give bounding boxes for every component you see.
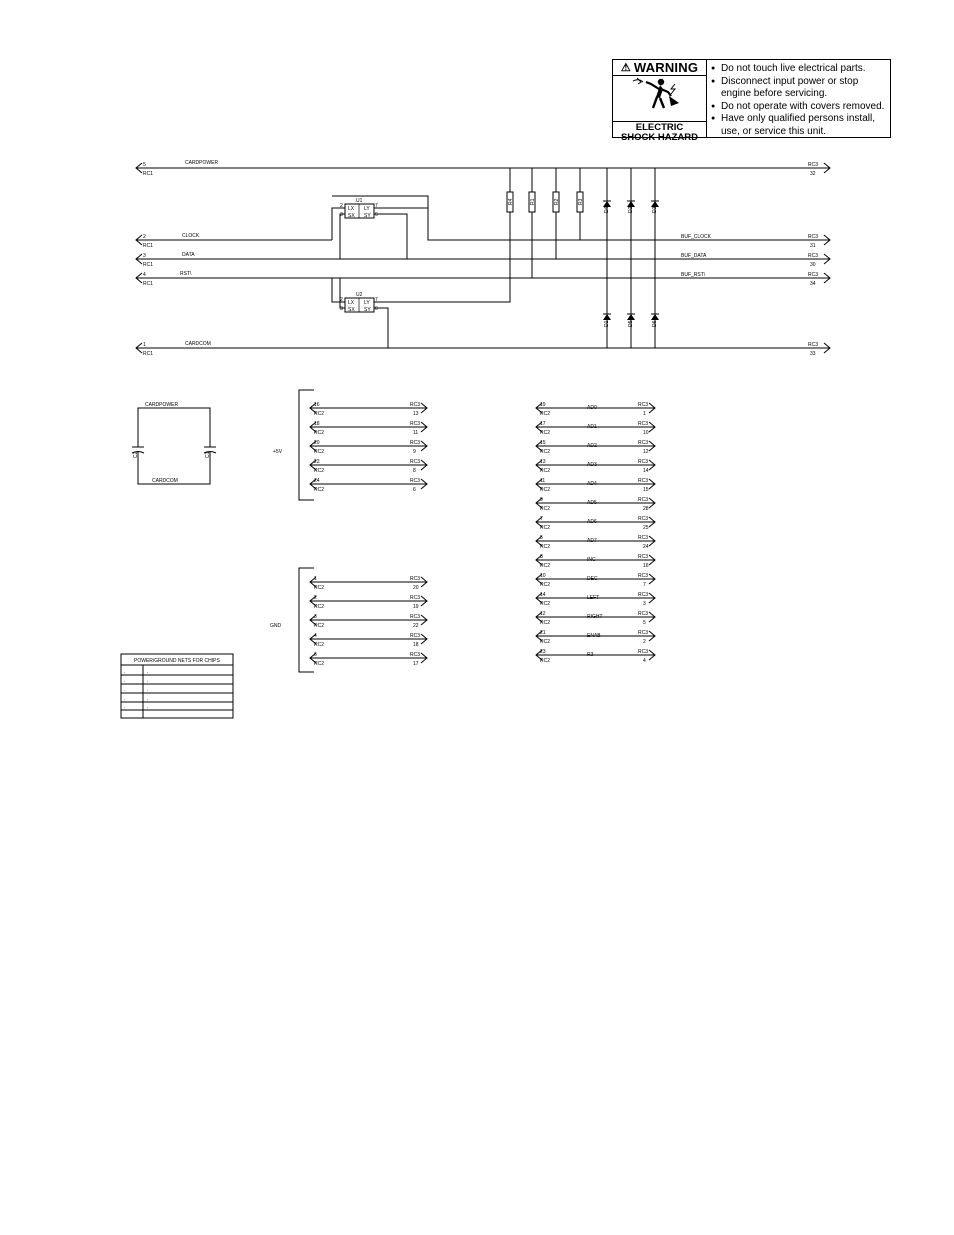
connector-label: RC2 [540, 506, 551, 512]
svg-text:8: 8 [413, 468, 416, 474]
pin-label: 4 [643, 658, 646, 664]
p5v-row [310, 478, 427, 493]
chip-ref: U1 [356, 198, 363, 204]
pin-label: 13 [540, 459, 546, 465]
net-label: DEC [587, 576, 598, 582]
svg-text:RC3: RC3 [410, 576, 421, 582]
pin-label: 12 [540, 611, 546, 617]
pin-label: 10 [540, 573, 546, 579]
net-label: INC [587, 557, 596, 563]
connector-label: RC3 [808, 234, 819, 240]
net-label: CARDCOM [152, 478, 178, 484]
connector-label: RC3 [638, 478, 649, 484]
svg-text:RC2: RC2 [314, 411, 325, 417]
diode-label: D3 [652, 206, 658, 213]
svg-text:RC3: RC3 [410, 478, 421, 484]
warning-subtitle: ELECTRIC SHOCK HAZARD [613, 121, 706, 141]
resistor-r2 [553, 168, 560, 259]
chip-ref: U2 [356, 292, 363, 298]
net-cardpower [136, 160, 830, 177]
main-signal-section [136, 160, 830, 357]
net-cardcom [136, 308, 830, 357]
svg-text:RC2: RC2 [314, 487, 325, 493]
svg-text:4: 4 [314, 633, 317, 639]
connector-label: RC3 [638, 592, 649, 598]
connector-label: RC2 [540, 639, 551, 645]
gnd-group [270, 568, 427, 672]
svg-text:RC2: RC2 [314, 430, 325, 436]
connector-label: RC2 [540, 620, 551, 626]
svg-text:RC3: RC3 [410, 652, 421, 658]
svg-text:RC3: RC3 [410, 614, 421, 620]
connector-label: RC1 [143, 351, 154, 357]
pin-label: 5 [540, 535, 543, 541]
bus-row-ad5 [536, 497, 655, 512]
svg-text:RC2: RC2 [314, 604, 325, 610]
pin-label: 3 [143, 253, 146, 259]
pin-label: 19 [540, 402, 546, 408]
net-data [136, 214, 830, 268]
svg-text:.: . [147, 678, 149, 684]
connector-label: RC2 [540, 487, 551, 493]
pin-label: 24 [643, 544, 649, 550]
svg-text:RC2: RC2 [314, 661, 325, 667]
svg-text:17: 17 [413, 661, 419, 667]
pin-name: SX [348, 307, 355, 313]
p5v-row [310, 459, 427, 474]
resistor-r4 [507, 168, 514, 212]
warning-item: ● Do not touch live electrical parts. [711, 63, 890, 76]
resistor-label: R1 [530, 198, 536, 205]
gnd-row [310, 595, 427, 610]
net-label: ENAB [587, 633, 601, 639]
net-label: AD5 [587, 500, 597, 506]
svg-text:.: . [147, 687, 149, 693]
resistor-label: R4 [508, 198, 514, 205]
pin-label: 14 [540, 592, 546, 598]
bus-row-enab [536, 630, 655, 645]
bus-row-dec [536, 573, 655, 588]
pin-name: LX [348, 300, 355, 306]
pin-name: LY [364, 206, 370, 212]
pin-label: 8 [540, 554, 543, 560]
connector-label: RC3 [808, 253, 819, 259]
pin-label: 28 [643, 506, 649, 512]
bus-signal-group [536, 402, 655, 664]
connector-label: RC2 [540, 544, 551, 550]
connector-label: RC2 [540, 430, 551, 436]
warning-triangle-icon: ⚠ [620, 62, 631, 74]
connector-label: RC1 [143, 262, 154, 268]
resistor-label: R2 [554, 198, 560, 205]
pin-label: 1 [143, 342, 146, 348]
connector-label: RC3 [638, 611, 649, 617]
svg-text:RC2: RC2 [314, 468, 325, 474]
connector-label: RC2 [540, 658, 551, 664]
net-label: RST\ [180, 271, 192, 277]
power-ground-table [121, 654, 233, 718]
group-label: GND [270, 623, 282, 629]
pin-label: 6 [375, 212, 378, 218]
pin-label: 34 [810, 281, 816, 287]
pin-name: LY [364, 300, 370, 306]
bus-row-ad1 [536, 421, 655, 436]
svg-text:13: 13 [413, 411, 419, 417]
pin-label: 4 [143, 272, 146, 278]
warning-item: ● Have only qualified persons install, use, or service this unit. [711, 113, 890, 138]
pin-label: 23 [540, 649, 546, 655]
pin-label: 31 [810, 243, 816, 249]
svg-text:RC3: RC3 [410, 595, 421, 601]
connector-label: RC2 [540, 601, 551, 607]
svg-text:.: . [124, 678, 126, 684]
pin-label: 7 [375, 203, 378, 209]
resistor-label: R3 [578, 198, 584, 205]
net-label: R3 [587, 652, 594, 658]
pin-label: 30 [810, 262, 816, 268]
svg-text:24: 24 [314, 478, 320, 484]
pin-label: 2 [340, 297, 343, 303]
pin-label: 2 [340, 203, 343, 209]
bus-row-r3 [536, 649, 655, 664]
net-label: AD7 [587, 538, 597, 544]
net-label: CLOCK [182, 233, 200, 239]
connector-label: RC3 [808, 342, 819, 348]
svg-text:6: 6 [314, 652, 317, 658]
pin-label: 10 [643, 430, 649, 436]
net-label: RIGHT [587, 614, 603, 620]
diode-label: D5 [628, 320, 634, 327]
svg-text:.: . [124, 696, 126, 702]
pin-label: 2 [143, 234, 146, 240]
svg-text:RC3: RC3 [410, 459, 421, 465]
warning-item: ● Do not operate with covers removed. [711, 101, 890, 114]
net-label: CARDCOM [185, 341, 211, 347]
capacitor-label: C2 [133, 451, 139, 458]
warning-title: ⚠ WARNING [613, 60, 706, 76]
connector-label: RC3 [808, 272, 819, 278]
svg-text:.: . [147, 696, 149, 702]
group-label: +5V [273, 449, 283, 455]
svg-text:RC2: RC2 [314, 585, 325, 591]
chip-u2 [340, 292, 378, 313]
connector-label: RC3 [638, 497, 649, 503]
p5v-group [273, 390, 427, 500]
connector-label: RC3 [638, 516, 649, 522]
connector-label: RC2 [540, 582, 551, 588]
svg-text:16: 16 [314, 402, 320, 408]
net-label: BUF_CLOCK [681, 234, 712, 240]
svg-text:18: 18 [314, 421, 320, 427]
pin-name: SX [348, 213, 355, 219]
svg-text:2: 2 [314, 595, 317, 601]
connector-label: RC2 [540, 563, 551, 569]
pin-label: 17 [540, 421, 546, 427]
bus-row-left [536, 592, 655, 607]
pin-label: 1 [643, 411, 646, 417]
net-label: AD4 [587, 481, 597, 487]
gnd-row [310, 576, 427, 591]
diode-label: D2 [628, 206, 634, 213]
net-label: AD3 [587, 462, 597, 468]
svg-text:RC3: RC3 [410, 402, 421, 408]
pin-name: SY [364, 307, 371, 313]
net-label: AD0 [587, 405, 597, 411]
connector-label: RC2 [540, 525, 551, 531]
connector-label: RC3 [638, 535, 649, 541]
bus-row-ad3 [536, 459, 655, 474]
net-label: AD1 [587, 424, 597, 430]
pin-label: 3 [340, 306, 343, 312]
svg-text:11: 11 [413, 430, 419, 436]
gnd-row [310, 614, 427, 629]
pin-label: 21 [540, 630, 546, 636]
p5v-row [310, 421, 427, 436]
pin-label: 5 [143, 162, 146, 168]
bus-row-ad2 [536, 440, 655, 455]
svg-text:3: 3 [314, 614, 317, 620]
bus-row-ad7 [536, 535, 655, 550]
connector-label: RC3 [638, 421, 649, 427]
bus-row-ad4 [536, 478, 655, 493]
table-title: POWER/GROUND NETS FOR CHIPS [134, 658, 220, 664]
capacitor-section [132, 402, 216, 484]
pin-label: 3 [340, 212, 343, 218]
chip-u1 [340, 198, 378, 219]
resistor-r1 [529, 168, 536, 278]
net-rst [136, 271, 830, 302]
svg-text:RC3: RC3 [410, 421, 421, 427]
pin-label: 15 [643, 487, 649, 493]
gnd-row [310, 652, 427, 667]
svg-text:6: 6 [413, 487, 416, 493]
pin-label: 33 [810, 351, 816, 357]
gnd-row [310, 633, 427, 648]
pin-label: 16 [643, 563, 649, 569]
net-label: LEFT [587, 595, 600, 601]
svg-text:RC2: RC2 [314, 623, 325, 629]
pin-name: SY [364, 213, 371, 219]
connector-label: RC3 [638, 573, 649, 579]
connector-label: RC3 [638, 630, 649, 636]
svg-text:19: 19 [413, 604, 419, 610]
diode-label: D6 [652, 320, 658, 327]
connector-label: RC3 [638, 554, 649, 560]
pin-label: 9 [540, 497, 543, 503]
svg-text:18: 18 [413, 642, 419, 648]
svg-text:.: . [124, 704, 126, 710]
svg-text:1: 1 [314, 576, 317, 582]
net-label: BUF_RST\ [681, 272, 706, 278]
svg-text:RC2: RC2 [314, 449, 325, 455]
pin-label: 7 [540, 516, 543, 522]
connector-label: RC1 [143, 281, 154, 287]
connector-label: RC1 [143, 171, 154, 177]
net-clock [136, 208, 830, 249]
svg-text:RC2: RC2 [314, 642, 325, 648]
connector-label: RC3 [638, 459, 649, 465]
pin-label: 14 [643, 468, 649, 474]
pin-name: LX [348, 206, 355, 212]
resistor-r3 [577, 168, 584, 240]
svg-text:22: 22 [413, 623, 419, 629]
pin-label: 6 [375, 306, 378, 312]
net-label: CARDPOWER [185, 160, 219, 166]
bus-row-ad0 [536, 402, 655, 417]
pin-label: 2 [643, 639, 646, 645]
connector-label: RC2 [540, 411, 551, 417]
svg-text:.: . [124, 687, 126, 693]
svg-text:20: 20 [314, 440, 320, 446]
pin-label: 15 [540, 440, 546, 446]
connector-label: RC2 [540, 449, 551, 455]
bus-row-inc [536, 554, 655, 569]
warning-item: ● Disconnect input power or stop engine before servicing. [711, 76, 890, 101]
p5v-row [310, 402, 427, 417]
connector-label: RC1 [143, 243, 154, 249]
svg-text:RC3: RC3 [410, 633, 421, 639]
pin-label: 5 [643, 620, 646, 626]
net-label: AD6 [587, 519, 597, 525]
pin-label: 25 [643, 525, 649, 531]
net-label: BUF_DATA [681, 253, 707, 259]
net-label: DATA [182, 252, 195, 258]
connector-label: RC2 [540, 468, 551, 474]
svg-text:RC3: RC3 [410, 440, 421, 446]
net-label: CARDPOWER [145, 402, 179, 408]
svg-text:.: . [147, 669, 149, 675]
svg-text:.: . [124, 669, 126, 675]
pin-label: 12 [643, 449, 649, 455]
pin-label: 11 [540, 478, 546, 484]
svg-text:9: 9 [413, 449, 416, 455]
diode-label: D1 [604, 320, 610, 327]
pin-label: 32 [810, 171, 816, 177]
bus-row-ad6 [536, 516, 655, 531]
net-label: AD2 [587, 443, 597, 449]
svg-text:20: 20 [413, 585, 419, 591]
svg-text:.: . [147, 704, 149, 710]
p5v-row [310, 440, 427, 455]
svg-text:22: 22 [314, 459, 320, 465]
connector-label: RC3 [638, 402, 649, 408]
pin-label: 7 [643, 582, 646, 588]
connector-label: RC3 [638, 649, 649, 655]
pin-label: 7 [375, 297, 378, 303]
connector-label: RC3 [638, 440, 649, 446]
capacitor-label: C1 [205, 451, 211, 458]
diode-label: D4 [604, 206, 610, 213]
bus-row-right [536, 611, 655, 626]
connector-label: RC3 [808, 162, 819, 168]
pin-label: 3 [643, 601, 646, 607]
